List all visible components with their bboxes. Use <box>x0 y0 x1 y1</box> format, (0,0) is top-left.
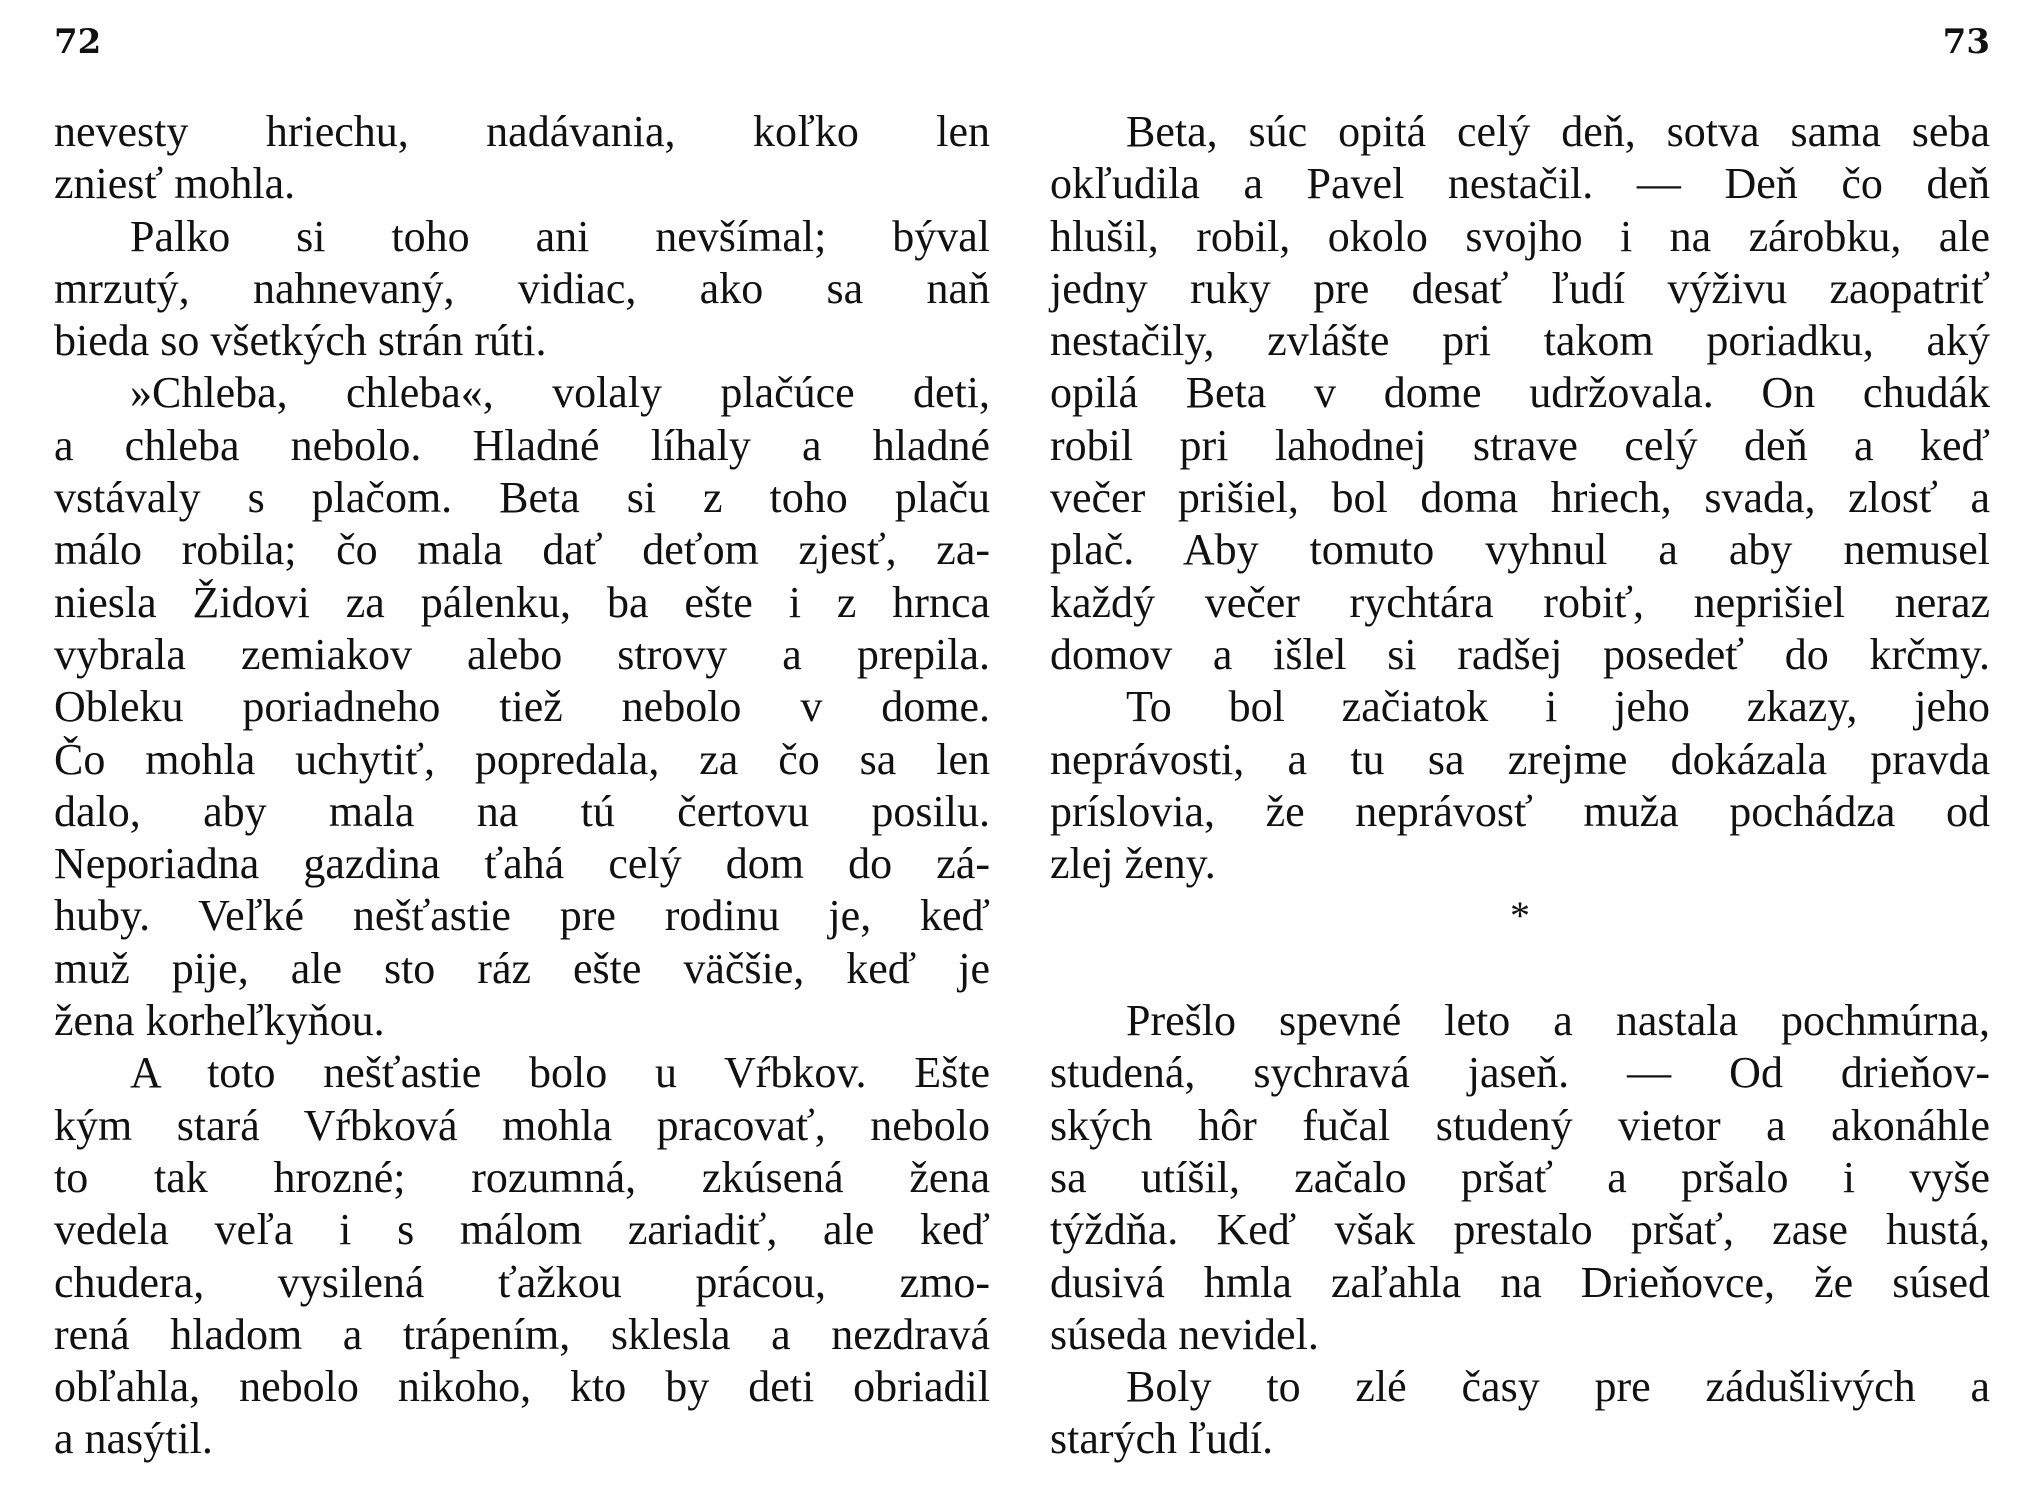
text-line: Prešlo spevné leto a nastala pochmúrna, <box>1126 996 1990 1046</box>
section-spacer <box>1050 943 1990 995</box>
text-line: Palko si toho ani nevšímal; býval <box>130 211 990 261</box>
text-line: Neporiadna gazdina ťahá celý dom do zá- <box>54 839 990 889</box>
left-page-text <box>54 106 990 1466</box>
text-line: Čo mohla uchytiť, popredala, za čo sa len <box>54 734 990 784</box>
text-line: málo robila; čo mala dať deťom zjesť, za- <box>54 525 990 575</box>
text-line: niesla Židovi za pálenku, ba ešte i z hrnca <box>54 577 990 627</box>
text-line: chudera, vysilená ťažkou prácou, zmo- <box>54 1257 990 1307</box>
text-line: ských hôr fučal studený vietor a akonáhle <box>1050 1100 1990 1150</box>
right-page <box>1012 0 2024 1500</box>
text-line: nestačily, zvlášte pri takom poriadku, aký <box>1050 316 1990 366</box>
text-line: To bol začiatok i jeho zkazy, jeho <box>1126 682 1990 732</box>
text-line: to tak hrozné; rozumná, zkúsená žena <box>54 1152 990 1202</box>
text-line: príslovia, že neprávosť muža pochádza od <box>1050 786 1990 836</box>
text-line: sa utíšil, začalo pršať a pršalo i vyše <box>1050 1152 1990 1202</box>
text-line: a nasýtil. <box>54 1414 213 1464</box>
text-line: večer prišiel, bol doma hriech, svada, zlosť a <box>1050 473 1990 523</box>
text-line: bieda so všetkých strán rúti. <box>54 316 547 366</box>
text-line: žena korheľkyňou. <box>54 996 385 1046</box>
text-line: Obleku poriadneho tiež nebolo v dome. <box>54 682 990 732</box>
text-line: súseda nevidel. <box>1050 1309 1319 1359</box>
text-line: A toto nešťastie bolo u Vŕbkov. Ešte <box>130 1048 990 1098</box>
text-line: hlušil, robil, okolo svojho i na zárobku, ale <box>1050 211 1990 261</box>
text-line: Boly to zlé časy pre zádušlivých a <box>1126 1362 1990 1412</box>
text-line: dalo, aby mala na tú čertovu posilu. <box>54 786 990 836</box>
text-line: každý večer rychtára robiť, neprišiel neraz <box>1050 577 1990 627</box>
text-line: robil pri lahodnej strave celý deň a keď <box>1050 420 1990 470</box>
text-line: starých ľudí. <box>1050 1414 1274 1464</box>
text-line: vstávaly s plačom. Beta si z toho plaču <box>54 473 990 523</box>
text-line: vedela veľa i s málom zariadiť, ale keď <box>54 1205 990 1255</box>
text-line: rená hladom a trápením, sklesla a nezdravá <box>54 1309 990 1359</box>
right-page-text <box>1050 106 1990 1466</box>
text-line: týždňa. Keď však prestalo pršať, zase hustá, <box>1050 1205 1990 1255</box>
text-line: a chleba nebolo. Hladné líhaly a hladné <box>54 420 990 470</box>
text-line: »Chleba, chleba«, volaly plačúce deti, <box>130 368 990 418</box>
text-line: zniesť mohla. <box>54 159 296 209</box>
text-line: vybrala zemiakov alebo strovy a prepila. <box>54 629 990 679</box>
text-line: okľudila a Pavel nestačil. — Deň čo deň <box>1050 159 1990 209</box>
text-line: muž pije, ale sto ráz ešte väčšie, keď je <box>54 943 990 993</box>
text-line: zlej ženy. <box>1050 839 1216 889</box>
right-page-number: 73 <box>1942 22 1990 62</box>
text-line: opilá Beta v dome udržovala. On chudák <box>1050 368 1990 418</box>
text-line: plač. Aby tomuto vyhnul a aby nemusel <box>1050 525 1990 575</box>
text-line: mrzutý, nahnevaný, vidiac, ako sa naň <box>54 263 990 313</box>
text-line: obľahla, nebolo nikoho, kto by deti obriadil <box>54 1362 990 1412</box>
text-line: Beta, súc opitá celý deň, sotva sama seba <box>1126 107 1990 156</box>
text-line: nevesty hriechu, nadávania, koľko len <box>54 107 990 156</box>
text-line: kým stará Vŕbková mohla pracovať, nebolo <box>54 1100 990 1150</box>
text-line: neprávosti, a tu sa zrejme dokázala pravda <box>1050 734 1990 784</box>
section-break-asterisk: * <box>1510 893 1530 939</box>
text-line: studená, sychravá jaseň. — Od drieňov- <box>1050 1048 1990 1098</box>
text-line: dusivá hmla zaľahla na Drieňovce, že súsed <box>1050 1257 1990 1307</box>
left-page-number: 72 <box>54 22 102 62</box>
text-line: huby. Veľké nešťastie pre rodinu je, keď <box>54 891 990 941</box>
text-line: domov a išlel si radšej posedeť do krčmy. <box>1050 629 1990 679</box>
text-line: jedny ruky pre desať ľudí výživu zaopatriť <box>1050 263 1990 313</box>
